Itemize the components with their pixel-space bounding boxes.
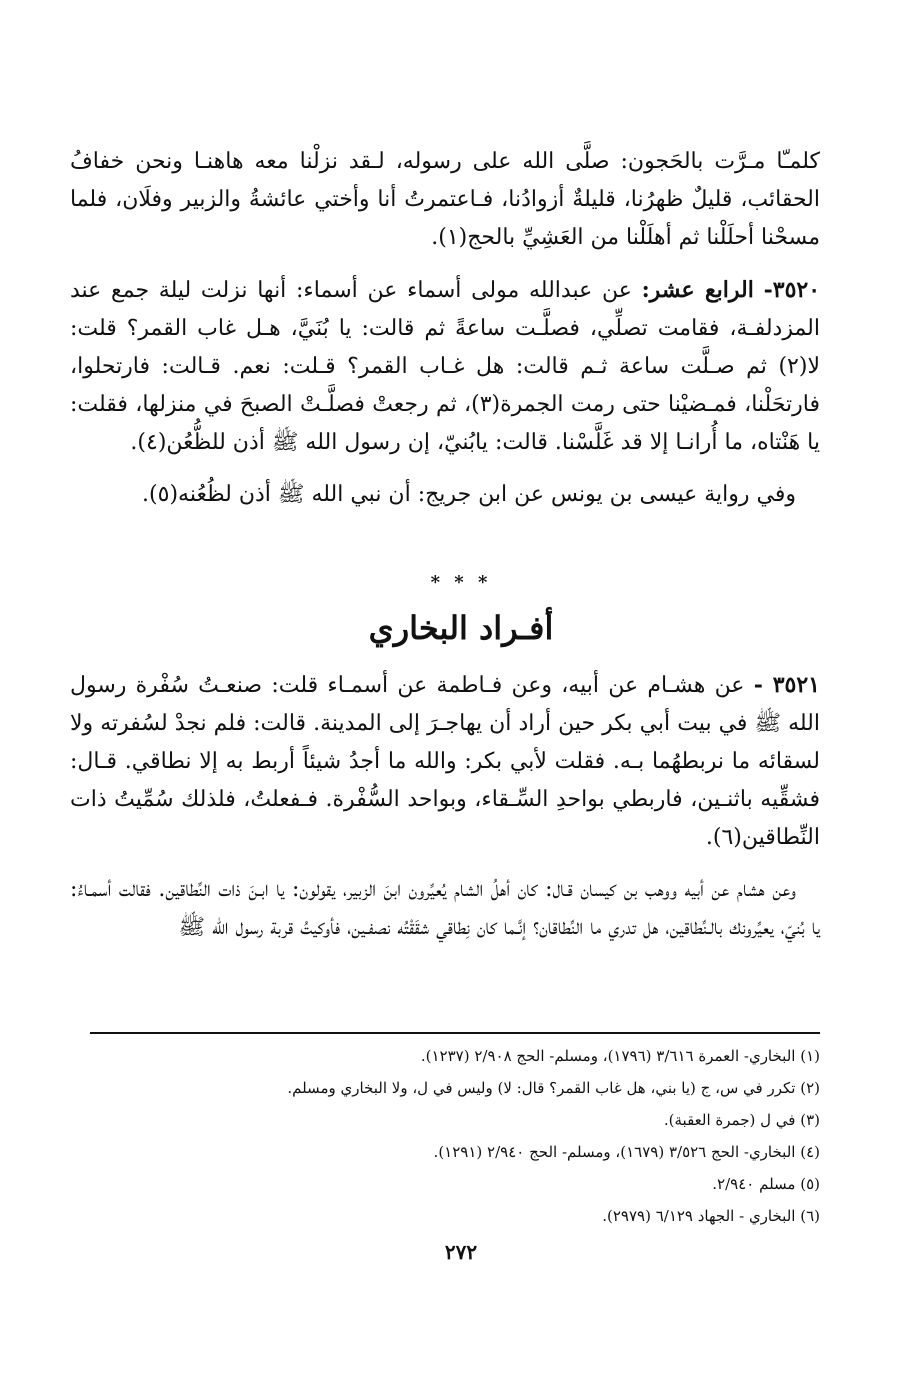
footnote-divider [90,1032,820,1034]
riwaya-paragraph [70,476,820,514]
main-text-top [70,143,820,514]
paragraph-text: وعن هشام عن أبيه ووهب بن كيسان قـال: كان أهلُ الشام يُعيِّرون ابنَ الزبير، يقولون: يا ابـنَ ذات النِّطاقين. فقالت أسمـاءُ: يا بُنيّ، يعيِّرونك بالـنِّطاقين، هل تدري ما النِّطاقان؟ إنَّـما كان نِطاقي شقَقْتُه نصفـين، فأوكيتُ قربة رسول الله ﷺ [70,877,820,940]
footnote-item: (٦) البخاري - الجهاد ٦/١٢٩ (٢٩٧٩). [602,1207,820,1225]
paragraph-text: عن عبدالله مولى أسماء عن أسماء: أنها نزلت ليلة جمع عند المزدلفـة، فقامت تصلِّي، فصلَّـت ساعةً ثم قالت: يا بُنَيَّ، هـل غاب القمر؟ قلت: لا(٢) ثم صـلَّت ساعة ثـم قالت: هل غـاب القمر؟ قـلت: نعم. قـالت: فارتحلوا، فارتحَلْنا، فمـضيْنا حتى رمت الجمرة(٣)، ثم رجعتْ فصلَّـتْ الصبحَ في منزلها، فقلت: يا هَنْتاه، ما أُرانـا إلا قد غَلَّسْنا. قالت: يابُنيّ، إن رسول الله ﷺ أذن للظُّعُن(٤). [70,278,820,455]
hisham-paragraph [70,871,820,947]
hadith-3521 [70,666,820,857]
paragraph-text: عن هشـام عن أبيه، وعن فـاطمة عن أسمـاء قلت: صنعـتُ سُفْرة رسول الله ﷺ في بيت أبي بكر حين أراد أن يهاجـرَ إلى المدينة. قالت: فلم نجدْ لسُفرته ولا لسقائه ما نربطهُما بـه. فقلت لأبي بكر: والله ما أجدُ شيئاً أربط به إلا نطاقي. قـال: فشقِّيه باثنـين، فاربطي بواحدِ السِّـقاء، وبواحد السُّفْرة. فـفعلتُ، فلذلك سُمِّيتُ ذات النِّطاقين(٦). [70,673,820,850]
footnote-item: (١) البخاري- العمرة ٣/٦١٦ (١٧٩٦)، ومسلم- الحج ٢/٩٠٨ (١٢٣٧). [420,1047,820,1065]
footnote-item: (٤) البخاري- الحج ٣/٥٢٦ (١٦٧٩)، ومسلم- الحج ٢/٩٤٠ (١٢٩١). [433,1143,820,1161]
hadith-3520 [70,271,820,462]
section-title: أفـراد البخاري [368,609,554,647]
footnote-item: (٣) في ل (جمرة العقبة). [663,1111,820,1129]
hadith-number: ٣٥٢٠- [763,277,821,303]
footnote-item: (٢) تكرر في س، ج (يا بني، هل غاب القمر؟ قال: لا) وليس في ل، ولا البخاري ومسلم. [287,1079,820,1097]
footnote-item: (٥) مسلم ٢/٩٤٠. [712,1175,820,1193]
main-text-bottom [70,666,820,947]
paragraph-text: كلمـّا مـرَّت بالحَجون: صلَّى الله على رسوله، لـقد نزلْنا معه هاهنـا ونحن خفافُ الحقائب، قليلٌ ظهرُنا، قليلةٌ أزوادُنا، فـاعتمرتُ أنا وأختي عائشةُ والزبير وفلَان، فلما مسحْنا أحلَلْنا ثم أهلَلْنا من العَشِيِّ بالحج(١). [70,149,820,250]
footnotes [90,1040,820,1232]
hadith-number: ٣٥٢١ - [753,672,820,698]
hadith-label: الرابع عشر: [641,277,754,303]
paragraph-continuation [70,143,820,257]
section-separator: * * * [430,572,492,593]
paragraph-text: وفي رواية عيسى بن يونس عن ابن جريج: أن نبي الله ﷺ أذن لظُعُنه(٥). [142,482,796,507]
page-number: ٢٧٢ [444,1240,478,1264]
